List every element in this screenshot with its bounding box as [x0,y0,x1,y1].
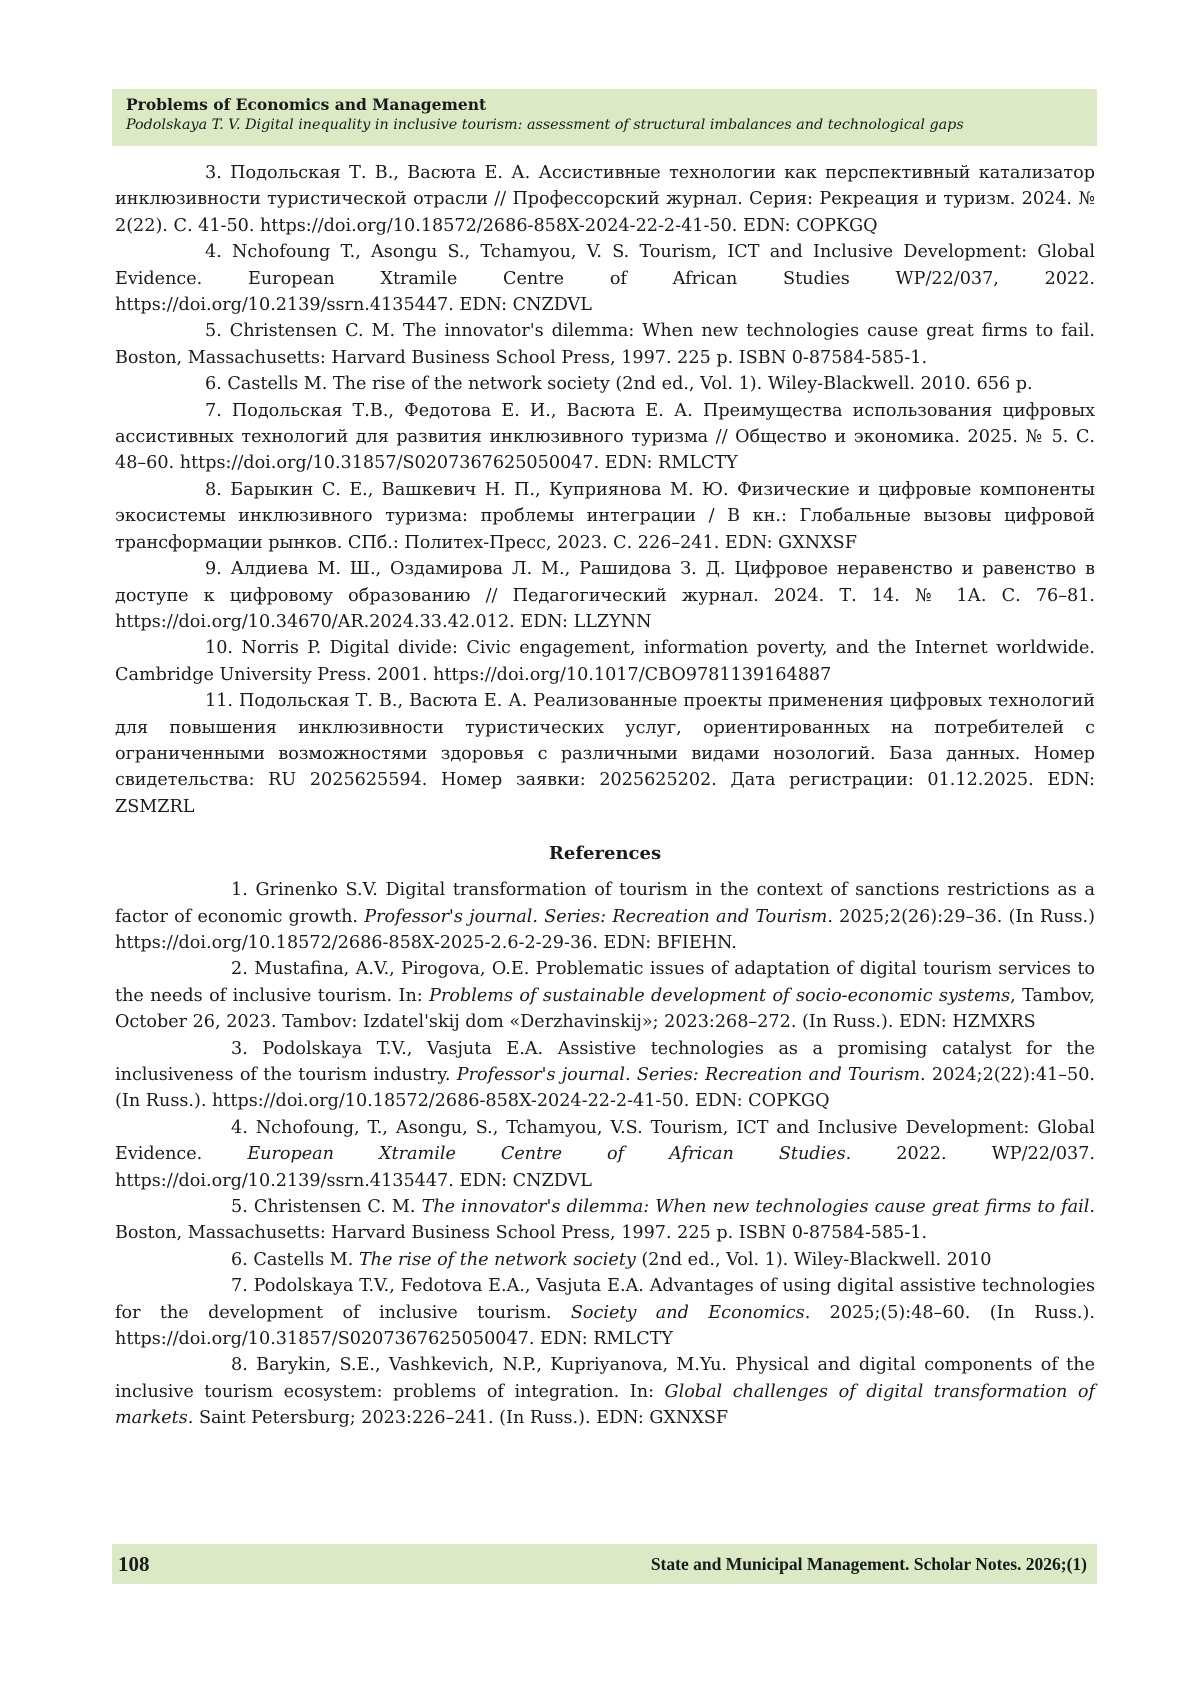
reference-item-ru-7 [115,398,1095,477]
reference-item-ru-9 [115,556,1095,635]
article-running-title: Podolskaya T. V. Digital inequality in inclusive tourism: assessment of structural imbalances and technological gaps [126,117,964,133]
reference-item-en-1 [115,877,1095,956]
reference-item-ru-11 [115,688,1095,820]
references-heading: References [548,843,662,865]
reference-number: 7. [231,1276,248,1297]
reference-source-title: European Xtramile Centre of African Studies. [247,1144,852,1165]
reference-text-tail: (2nd ed., Vol. 1). Wiley-Blackwell. 2010 [635,1249,992,1270]
reference-item-ru-10 [115,635,1095,688]
reference-number: 4. [205,242,222,263]
reference-number: 2. [231,959,248,980]
english-reference-list [115,877,1095,1432]
reference-number: 11. [205,691,233,712]
reference-text: Norris P. Digital divide: Civic engagement, information poverty, and the Internet worldwide. Cambridge University Press. 2001. https://doi.org/10.1017/CBO9781139164887 [115,638,1095,685]
journal-name: Problems of Economics and Management [126,95,487,114]
reference-text-tail: . 2025;(5):48–60. (In Russ.). https://doi.org/10.31857/S0207367625050047. EDN: RMLCTY [115,1302,1095,1350]
reference-text: Подольская Т. В., Васюта Е. А. Реализованные проекты применения цифровых технологий для повышения инклюзивности туристических услуг, ориентированных на потребителей с ограниченными возможностями здоровья с различными видами нозологий. База данных. Номер свидетельства: RU 2025625594. Номер заявки: 2025625202. Дата регистрации: 01.12.2025. EDN: ZSMZRL [115,691,1096,817]
reference-text: Nchofoung, T., Asongu, S., Tchamyou, V.S. Tourism, ICT and Inclusive Development: Global Evidence. [115,1117,1095,1165]
page-number: 108 [118,1551,150,1576]
reference-item-ru-4 [115,239,1095,318]
journal-citation: State and Municipal Management. Scholar Notes. 2026;(1) [650,1553,1087,1574]
reference-text: Barykin, S.E., Vashkevich, N.P., Kupriyanova, M.Yu. Physical and digital components of the inclusive tourism ecosystem: problems of integration. In: [115,1355,1095,1402]
reference-text: Christensen C. M. The innovator's dilemma: When new technologies cause great firms to fail. Boston, Massachusetts: Harvard Business School Press, 1997. 225 p. ISBN 0-87584-585-1. [115,321,1095,368]
russian-reference-list [115,160,1095,820]
reference-text-tail: . 2024;2(22):41–50. (In Russ.). https://doi.org/10.18572/2686-858X-2024-22-2-41-50. EDN: COPKGQ [115,1065,1095,1112]
reference-item-en-2 [115,956,1095,1035]
reference-number: 3. [231,1038,248,1059]
reference-item-ru-5 [115,318,1095,371]
reference-number: 8. [231,1355,248,1376]
reference-number: 1. [231,880,248,901]
reference-number: 8. [205,479,222,500]
reference-text-tail: Saint Petersburg; 2023:226–241. (In Russ.). EDN: GXNXSF [193,1408,729,1429]
running-footer [112,1544,1097,1584]
reference-text: Алдиева М. Ш., Оздамирова Л. М., Рашидова З. Д. Цифровое неравенство и равенство в доступе к цифровому образованию // Педагогический журнал. 2024. Т. 14. № 1А. С. 76–81. https://doi.org/10.34670/AR.2024.33.42.012. EDN: LLZYNN [115,559,1095,632]
reference-source-title: Global challenges of digital transformation of markets. [115,1381,1095,1429]
reference-item-en-4 [115,1115,1095,1194]
reference-text: Подольская Т.В., Федотова Е. И., Васюта Е. А. Преимущества использования цифровых ассистивных технологий для развития инклюзивного туризма // Общество и экономика. 2025. № 5. С. 48–60. https://doi.org/10.31857/S0207367625050047. EDN: RMLCTY [115,400,1096,474]
reference-text: Christensen C. M. [253,1197,422,1218]
reference-text: Podolskaya T.V., Fedotova E.A., Vasjuta E.A. Advantages of using digital assistive technologies for the development of inclusive tourism. [115,1276,1096,1323]
reference-item-en-8 [115,1352,1095,1431]
reference-text-tail: 2022. WP/22/037. https://doi.org/10.2139/ssrn.4135447. EDN: CNZDVL [115,1144,1095,1191]
reference-item-en-7 [115,1273,1095,1352]
page-body [115,160,1095,1432]
reference-item-en-6 [115,1247,1095,1273]
reference-source-title: Professor's journal. Series: Recreation and Tourism [456,1065,921,1085]
reference-source-title: The rise of the network society [358,1249,636,1270]
reference-item-ru-3 [115,160,1095,239]
reference-number: 5. [231,1197,248,1218]
reference-number: 7. [205,400,222,421]
reference-text: Castells M. [253,1249,359,1270]
reference-number: 3. [205,163,222,183]
reference-text: Подольская Т. В., Васюта Е. А. Ассистивные технологии как перспективный катализатор инклюзивности туристической отрасли // Профессорский журнал. Серия: Рекреация и туризм. 2024. № 2(22). С. 41-50. https://doi.org/10.18572/2686-858X-2024-22-2-41-50. EDN: COPKGQ [115,163,1095,236]
reference-source-title: Problems of sustainable development of socio-economic systems [429,985,1011,1006]
reference-item-ru-6 [115,371,1095,397]
reference-number: 10. [205,638,233,659]
reference-source-title: Society and Economics [570,1302,805,1323]
reference-item-ru-8 [115,477,1095,556]
reference-text: Nchofoung T., Asongu S., Tchamyou, V. S. Tourism, ICT and Inclusive Development: Global Evidence. European Xtramile Centre of African Studies WP/22/037, 2022. https://doi.org/10.2139/ssrn.4135447. EDN: CNZDVL [115,242,1095,316]
running-header [112,89,1097,146]
reference-source-title: The innovator's dilemma: When new technologies cause great firms to fail. [421,1197,1095,1218]
reference-number: 6. [205,374,222,395]
reference-text: Mustafina, A.V., Pirogova, O.E. Problematic issues of adaptation of digital tourism services to the needs of inclusive tourism. In: [115,959,1095,1006]
reference-text: Castells M. The rise of the network society (2nd ed., Vol. 1). Wiley-Blackwell. 2010. 656 p. [227,374,1033,395]
reference-number: 9. [205,559,222,580]
reference-text-tail: . 2025;2(26):29–36. (In Russ.) https://doi.org/10.18572/2686-858X-2025-2.6-2-29-36. EDN: BFIEHN. [115,906,1095,953]
reference-source-title: Professor's journal. Series: Recreation and Tourism [364,906,828,927]
reference-number: 5. [205,321,222,342]
reference-item-en-5 [115,1194,1095,1247]
reference-text: Podolskaya T.V., Vasjuta E.A. Assistive technologies as a promising catalyst for the inclusiveness of the tourism industry. [115,1038,1096,1085]
reference-text-tail: Boston, Massachusetts: Harvard Business School Press, 1997. 225 p. ISBN 0-87584-585-1. [115,1223,928,1244]
reference-number: 4. [231,1117,248,1138]
reference-item-en-3 [115,1036,1095,1115]
reference-text: Grinenko S.V. Digital transformation of tourism in the context of sanctions restrictions as a factor of economic growth. [115,880,1095,927]
reference-number: 6. [231,1249,248,1270]
reference-text: Барыкин С. Е., Вашкевич Н. П., Куприянова М. Ю. Физические и цифровые компоненты экосистемы инклюзивного туризма: проблемы интеграции / В кн.: Глобальные вызовы цифровой трансформации рынков. СПб.: Политех-Пресс, 2023. С. 226–241. EDN: GXNXSF [115,479,1096,553]
reference-text-tail: , Tambov, October 26, 2023. Tambov: Izdatel'skij dom «Derzhavinskij»; 2023:268–272. (In Russ.). EDN: HZMXRS [115,985,1095,1033]
